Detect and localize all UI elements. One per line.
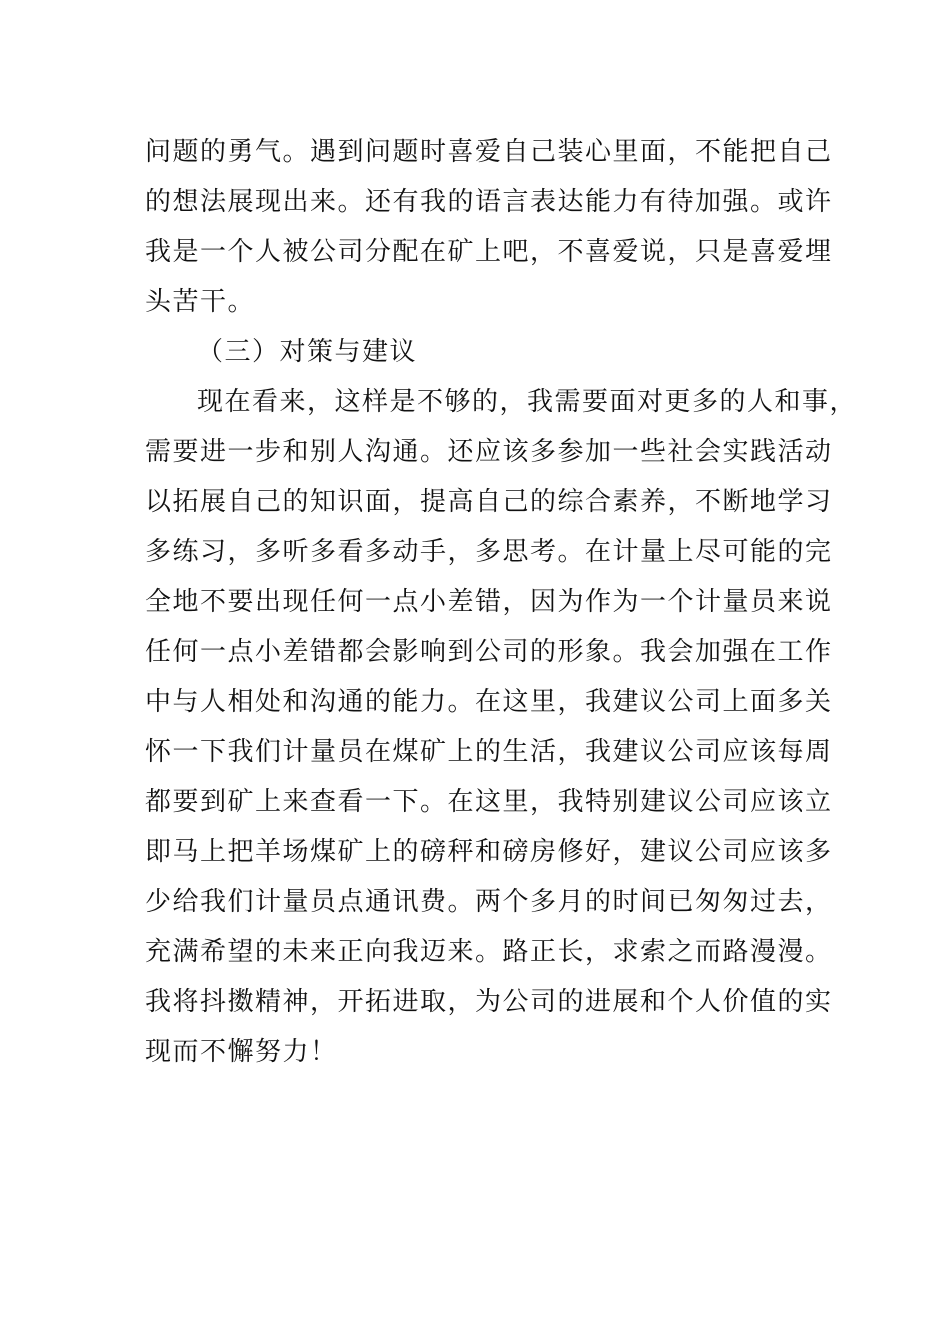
paragraph-line: 少给我们计量员点通讯费。两个多月的时间已匆匆过去，	[145, 887, 833, 917]
paragraph-line: 现而不懈努力！	[145, 1037, 338, 1067]
paragraph-line: 现在看来，这样是不够的，我需要面对更多的人和事，	[197, 387, 858, 417]
paragraph-line: 都要到矿上来查看一下。在这里，我特别建议公司应该立	[145, 787, 833, 817]
section-heading-block	[145, 327, 835, 377]
paragraph-line: 多练习，多听多看多动手，多思考。在计量上尽可能的完	[145, 537, 833, 567]
paragraph-line: 的想法展现出来。还有我的语言表达能力有待加强。或许	[145, 187, 833, 217]
paragraph-line: 头苦干。	[145, 287, 256, 317]
paragraph-line: 问题的勇气。遇到问题时喜爱自己装心里面，不能把自己	[145, 137, 833, 167]
paragraph-line: 任何一点小差错都会影响到公司的形象。我会加强在工作	[145, 637, 833, 667]
paragraph-line: 即马上把羊场煤矿上的磅秤和磅房修好，建议公司应该多	[145, 837, 833, 867]
paragraph-line: 怀一下我们计量员在煤矿上的生活，我建议公司应该每周	[145, 737, 833, 767]
paragraph-line: 充满希望的未来正向我迈来。路正长，求索之而路漫漫。	[145, 937, 833, 967]
paragraph-line: 需要进一步和别人沟通。还应该多参加一些社会实践活动	[145, 437, 833, 467]
paragraph-line: 我是一个人被公司分配在矿上吧，不喜爱说，只是喜爱埋	[145, 237, 833, 267]
paragraph-suggestions	[145, 377, 858, 1077]
paragraph-line: 中与人相处和沟通的能力。在这里，我建议公司上面多关	[145, 687, 833, 717]
paragraph-line: 我将抖擞精神，开拓进取，为公司的进展和个人价值的实	[145, 987, 833, 1017]
paragraph-line: 全地不要出现任何一点小差错，因为作为一个计量员来说	[145, 587, 833, 617]
paragraph-continuation	[145, 127, 835, 327]
paragraph-line: 以拓展自己的知识面，提高自己的综合素养，不断地学习	[145, 487, 833, 517]
section-heading: （三）对策与建议	[197, 337, 418, 367]
